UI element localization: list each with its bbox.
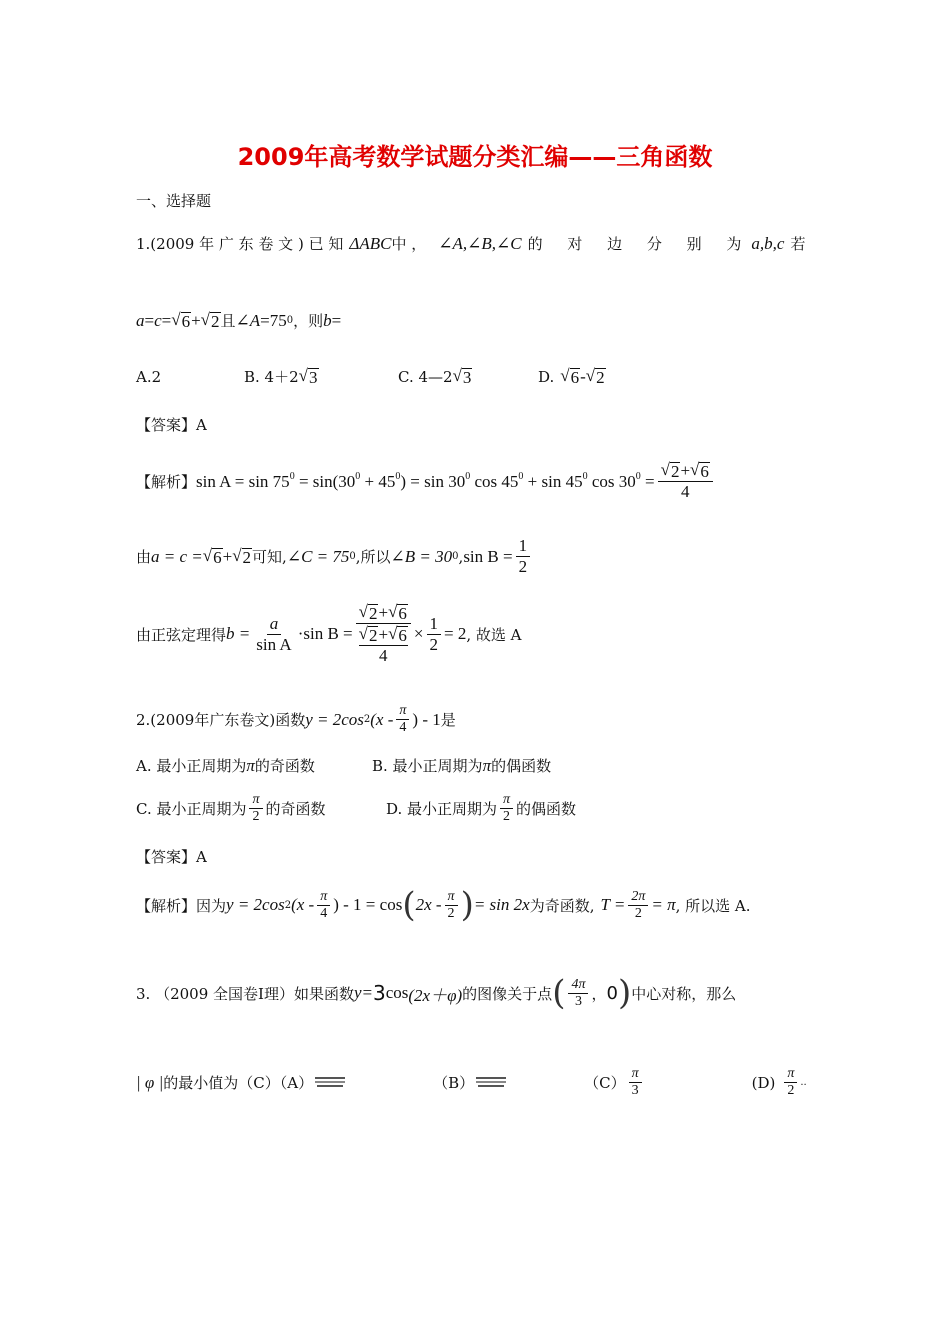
q2-exp-pi-over-2: $\frac{\pi}{2}$: [445, 889, 458, 922]
q2-exp-x: (x -: [291, 895, 315, 914]
q1-options: [136, 366, 606, 387]
q1-sinb: sin B =: [463, 546, 513, 566]
q2-exp-eqpi: = π: [651, 895, 676, 914]
q1-law-of-sines: 由正弦定理得: [136, 625, 227, 644]
q1-option-a: A.2: [136, 367, 162, 386]
q2-exp-minus1: ) - 1 = cos: [333, 895, 403, 914]
q1-eq: =: [331, 310, 342, 330]
q2-option-c: C. 最小正周期为 $\frac{\pi}{2}$ 的奇函数: [136, 792, 326, 824]
q2-answer: 【答案】A: [136, 848, 207, 866]
q1-ac: a = c =: [151, 546, 203, 566]
q2-stem: 2.(2009年广东卷文)函数 y = 2cos 2 (x - $\frac{\pi}{4}$ ) - 1 是: [136, 703, 456, 735]
q1-explanation-1: [136, 460, 716, 502]
q3-mid: 的图像关于点: [462, 984, 553, 1003]
q3-three: 3: [372, 981, 386, 1005]
q1-angle-c: ∠C = 75: [286, 546, 350, 566]
q1-eq: =: [144, 310, 155, 330]
q3-options: [136, 1066, 807, 1099]
q2-exp-label: 【解析】: [136, 896, 197, 915]
q1-sides: a,b,c: [751, 233, 785, 253]
q1-eq: =: [260, 310, 270, 330]
q1-plus2: +: [222, 546, 233, 566]
q2-option-d: D. 最小正周期为 $\frac{\pi}{2}$ 的偶函数: [386, 792, 577, 824]
q1-half-2: $\frac{1}{2}$: [427, 614, 442, 655]
q1-eq: =: [161, 310, 172, 330]
q1-ze: ，则: [293, 312, 324, 330]
q2-option-b: B. 最小正周期为 π 的偶函数: [372, 755, 552, 775]
q1-sqrt6: √ 6: [171, 310, 191, 331]
q1-answer: 【答案】A: [136, 416, 207, 434]
q2-exp-end: , 所以选 A.: [675, 896, 751, 915]
q3-min-label: 的最小值为（C）（A）: [163, 1074, 314, 1092]
q2-yinwei: 因为: [196, 896, 227, 915]
q2-exp-func: y = 2cos: [226, 895, 285, 914]
q1-75: 75: [269, 310, 287, 330]
q3-stem: 3. （2009 全国卷Ⅰ理）如果函数 y= 3 cos (2x＋φ) 的图像关于点 ( $\frac{4\pi}{3}$ ， 0 ) 中心对称，那么: [136, 973, 737, 1013]
q2-exp-2pi-over-2: $\frac{2\pi}{2}$: [628, 889, 648, 922]
q1-rest: 的 对 边 分 别 为: [527, 235, 752, 253]
blurred-fraction-icon: [474, 1074, 508, 1088]
q3-y: y=: [353, 983, 373, 1002]
q2-func: y = 2cos: [305, 709, 364, 729]
q1-b-eq: b =: [226, 624, 251, 643]
q1-explanation-2: 由 a = c = √ 6 + √ 2 可知, ∠C = 75 0 ,所以 ∠B = 30 0 , sin B = $\frac{1}{2}$: [136, 536, 533, 577]
q2-option-a: A. 最小正周期为 π 的奇函数: [136, 755, 315, 775]
q1-var-a: a: [136, 310, 145, 330]
q1-plus: +: [191, 310, 201, 330]
q1-comma: ,: [458, 547, 464, 566]
q3-option-c: （C）: [584, 1074, 626, 1092]
q1-a-over-sina: $\frac{a}{\text{sin A}}$: [256, 613, 292, 654]
q2-options-ab: [136, 755, 551, 776]
q2-prefix: 2.(2009年广东卷文)函数: [136, 711, 306, 729]
q3-option-d-fraction: $\frac{\pi}{2}$: [784, 1066, 797, 1099]
blurred-fraction-icon: [313, 1074, 347, 1088]
section-heading: 一、选择题: [136, 192, 212, 210]
q2-options-cd: [136, 792, 576, 825]
q1-sqrt2b: √ 2: [232, 546, 252, 567]
q1-option-b: B. 4＋2 √ 3: [244, 366, 318, 387]
q3-tail: 中心对称，那么: [631, 984, 737, 1003]
q1-degree: 0: [286, 315, 294, 326]
q1-option-c: C. 4—2 √ 3: [398, 366, 472, 387]
q3-option-b: （B）: [433, 1074, 475, 1092]
q1-angle-b: ∠B = 30: [390, 546, 453, 566]
q2-explanation: 【解析】 因为 y = 2cos 2 (x - $\frac{\pi}{4}$ ) - 1 = cos ( 2x - $\frac{\pi}{2}$ ) = sin 2x 为奇函数, T = $\frac{2\pi}{2}$ = π , 所以选 A.: [136, 885, 751, 925]
q1-triangle: ΔABC: [349, 233, 392, 253]
q1-exp-formula: $\sin A = \sin 75^0 = \sin(30^0 + 45^0) = \sin 30^0$ $\cos 45^0 + \sin 45^0$ $\cos 30^0$ =: [196, 470, 655, 491]
q2-exp-T: T =: [600, 895, 626, 914]
q1-times: ×: [413, 624, 424, 643]
q2-exp-odd: 为奇函数,: [529, 896, 595, 915]
q1-you: 由: [136, 548, 152, 566]
q1-result: = 2: [444, 624, 467, 643]
q1-angle-a: ∠A: [235, 310, 261, 330]
q1-explanation-3: [136, 602, 521, 666]
q1-big-fraction: √ 2 + √ 6 √ 2 + √ 6 4: [356, 602, 411, 666]
q2-exp-sin: = sin 2x: [473, 895, 530, 914]
q3-point-y: 0: [606, 982, 618, 1004]
q1-dot-sinb: ·sin B =: [297, 624, 353, 643]
q2-exp-2x: 2x -: [415, 895, 442, 914]
page-title: 2009年高考数学试题分类汇编——三角函数: [237, 143, 713, 171]
q1-angles: ∠A,∠B,∠C: [438, 233, 522, 253]
q2-x: (x -: [370, 709, 394, 729]
q1-suoyi: ,所以: [355, 548, 391, 566]
q1-sqrt2: √ 2: [200, 310, 220, 331]
q1-var-b: b: [323, 310, 332, 330]
q3-point-x: $\frac{4\pi}{3}$: [568, 977, 588, 1010]
q3-arg: (2x＋φ): [408, 985, 463, 1005]
q1-exp-label: 【解析】: [136, 472, 197, 491]
q1-choose: , 故选 A: [466, 625, 522, 644]
q1-exp-fraction: √ 2 + √ 6 4: [658, 460, 713, 502]
q1-half: $\frac{1}{2}$: [516, 536, 531, 577]
q2-shi: 是: [440, 711, 456, 729]
q1-option-d: D. √ 6 - √ 2: [538, 366, 605, 387]
q2-pi-over-4: $\frac{\pi}{4}$: [396, 703, 409, 736]
q3-abs-phi: | φ |: [136, 1072, 164, 1092]
q1-stem: [136, 233, 805, 254]
q1-condition: [136, 310, 341, 331]
q3-cos: cos: [385, 983, 409, 1002]
q3-prefix: 3. （2009 全国卷Ⅰ理）如果函数: [136, 984, 354, 1003]
q1-qie: 且: [220, 312, 236, 330]
q1-var-c: c: [154, 310, 162, 330]
q1-sqrt6b: √ 6: [202, 546, 222, 567]
q3-option-c-fraction: $\frac{\pi}{3}$: [629, 1066, 642, 1099]
q1-prefix: 1.(2009 年 广 东 卷 文 ) 已 知: [136, 235, 344, 253]
q1-kezhi: 可知,: [252, 548, 287, 566]
q1-mid: 中 ，: [391, 235, 427, 253]
q2-exp-pi-over-4: $\frac{\pi}{4}$: [317, 889, 330, 922]
q3-option-a-image: [313, 1074, 433, 1092]
q1-ruo: 若: [790, 235, 806, 253]
q3-option-b-image: [474, 1074, 584, 1092]
q3-option-d: (D): [751, 1073, 776, 1092]
q3-ellipsis: ..: [800, 1077, 807, 1088]
q2-tail: ) - 1: [412, 709, 441, 729]
